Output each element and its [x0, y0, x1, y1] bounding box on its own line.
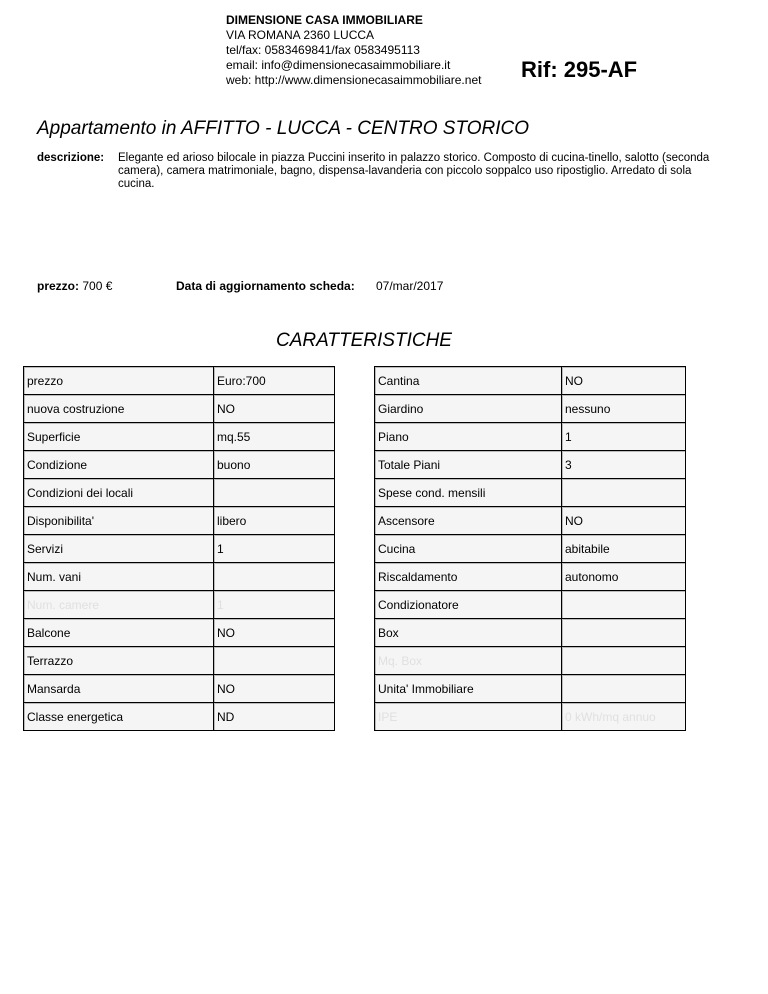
- feature-value: NO: [214, 395, 335, 423]
- features-table-left: [23, 366, 335, 731]
- price: [37, 279, 112, 293]
- listing-title: Appartamento in AFFITTO - LUCCA - CENTRO STORICO: [37, 118, 529, 139]
- feature-label: Cantina: [375, 367, 562, 395]
- feature-label: prezzo: [24, 367, 214, 395]
- price-label: prezzo:: [37, 279, 79, 293]
- feature-value: Euro:700: [214, 367, 335, 395]
- feature-row: [24, 675, 335, 703]
- feature-row: [375, 535, 686, 563]
- feature-row: [375, 675, 686, 703]
- feature-row: [375, 367, 686, 395]
- feature-row: [375, 479, 686, 507]
- feature-label: Cucina: [375, 535, 562, 563]
- feature-value: 1: [214, 591, 335, 619]
- update-date-value: 07/mar/2017: [376, 279, 444, 293]
- feature-value: [562, 591, 686, 619]
- feature-value: [562, 619, 686, 647]
- feature-label: Unita' Immobiliare: [375, 675, 562, 703]
- feature-label: Ascensore: [375, 507, 562, 535]
- feature-row: [24, 619, 335, 647]
- reference-code: Rif: 295-AF: [521, 57, 638, 82]
- feature-row: [24, 507, 335, 535]
- feature-row: [24, 591, 335, 619]
- feature-value: abitabile: [562, 535, 686, 563]
- feature-label: Totale Piani: [375, 451, 562, 479]
- feature-row: [24, 395, 335, 423]
- feature-value: NO: [214, 619, 335, 647]
- feature-label: IPE: [375, 703, 562, 731]
- feature-value: NO: [562, 507, 686, 535]
- agency-email: email: info@dimensionecasaimmobiliare.it: [226, 58, 451, 72]
- feature-value: nessuno: [562, 395, 686, 423]
- feature-label: Condizioni dei locali: [24, 479, 214, 507]
- feature-label: nuova costruzione: [24, 395, 214, 423]
- section-title: CARATTERISTICHE: [276, 330, 452, 351]
- feature-value: NO: [562, 367, 686, 395]
- feature-label: Disponibilita': [24, 507, 214, 535]
- feature-row: [24, 479, 335, 507]
- feature-label: Mansarda: [24, 675, 214, 703]
- feature-row: [24, 647, 335, 675]
- feature-row: [375, 703, 686, 731]
- features-table-right: [374, 366, 686, 731]
- feature-row: [24, 535, 335, 563]
- feature-label: Superficie: [24, 423, 214, 451]
- feature-label: Num. camere: [24, 591, 214, 619]
- feature-value: 1: [214, 535, 335, 563]
- update-date-label: Data di aggiornamento scheda:: [176, 279, 355, 293]
- feature-value: [214, 479, 335, 507]
- description: [37, 152, 727, 191]
- price-value: 700 €: [82, 279, 113, 293]
- feature-value: mq.55: [214, 423, 335, 451]
- feature-value: ND: [214, 703, 335, 731]
- feature-value: buono: [214, 451, 335, 479]
- feature-value: NO: [214, 675, 335, 703]
- feature-value: [562, 675, 686, 703]
- feature-label: Box: [375, 619, 562, 647]
- feature-row: [24, 563, 335, 591]
- feature-row: [375, 395, 686, 423]
- agency-address: VIA ROMANA 2360 LUCCA: [226, 28, 375, 42]
- feature-label: Condizione: [24, 451, 214, 479]
- feature-value: [214, 647, 335, 675]
- feature-row: [24, 367, 335, 395]
- feature-row: [375, 563, 686, 591]
- feature-label: Classe energetica: [24, 703, 214, 731]
- feature-label: Num. vani: [24, 563, 214, 591]
- feature-label: Condizionatore: [375, 591, 562, 619]
- feature-row: [375, 451, 686, 479]
- description-text: Elegante ed arioso bilocale in piazza Puccini inserito in palazzo storico. Composto di cucina-tinello, salotto (seconda camera), camera matrimoniale, bagno, dispensa-lavanderia con piccolo soppalco uso ripostiglio. Arredato di sola cucina.: [118, 152, 710, 190]
- feature-row: [375, 423, 686, 451]
- feature-row: [24, 703, 335, 731]
- feature-label: Riscaldamento: [375, 563, 562, 591]
- feature-label: Giardino: [375, 395, 562, 423]
- feature-row: [24, 423, 335, 451]
- feature-label: Balcone: [24, 619, 214, 647]
- feature-label: Piano: [375, 423, 562, 451]
- agency-web: web: http://www.dimensionecasaimmobiliare.net: [226, 73, 482, 87]
- feature-value: 0 kWh/mq annuo: [562, 703, 686, 731]
- feature-label: Servizi: [24, 535, 214, 563]
- description-label: descrizione:: [37, 152, 105, 164]
- feature-row: [375, 619, 686, 647]
- feature-value: 3: [562, 451, 686, 479]
- feature-value: libero: [214, 507, 335, 535]
- agency-info: [226, 13, 481, 88]
- feature-row: [375, 591, 686, 619]
- feature-row: [375, 507, 686, 535]
- feature-label: Spese cond. mensili: [375, 479, 562, 507]
- feature-label: Mq. Box: [375, 647, 562, 675]
- feature-label: Terrazzo: [24, 647, 214, 675]
- feature-value: [562, 647, 686, 675]
- feature-row: [24, 451, 335, 479]
- feature-value: autonomo: [562, 563, 686, 591]
- feature-value: [214, 563, 335, 591]
- feature-value: 1: [562, 423, 686, 451]
- feature-row: [375, 647, 686, 675]
- feature-value: [562, 479, 686, 507]
- agency-phone: tel/fax: 0583469841/fax 0583495113: [226, 43, 420, 57]
- agency-name: DIMENSIONE CASA IMMOBILIARE: [226, 13, 423, 27]
